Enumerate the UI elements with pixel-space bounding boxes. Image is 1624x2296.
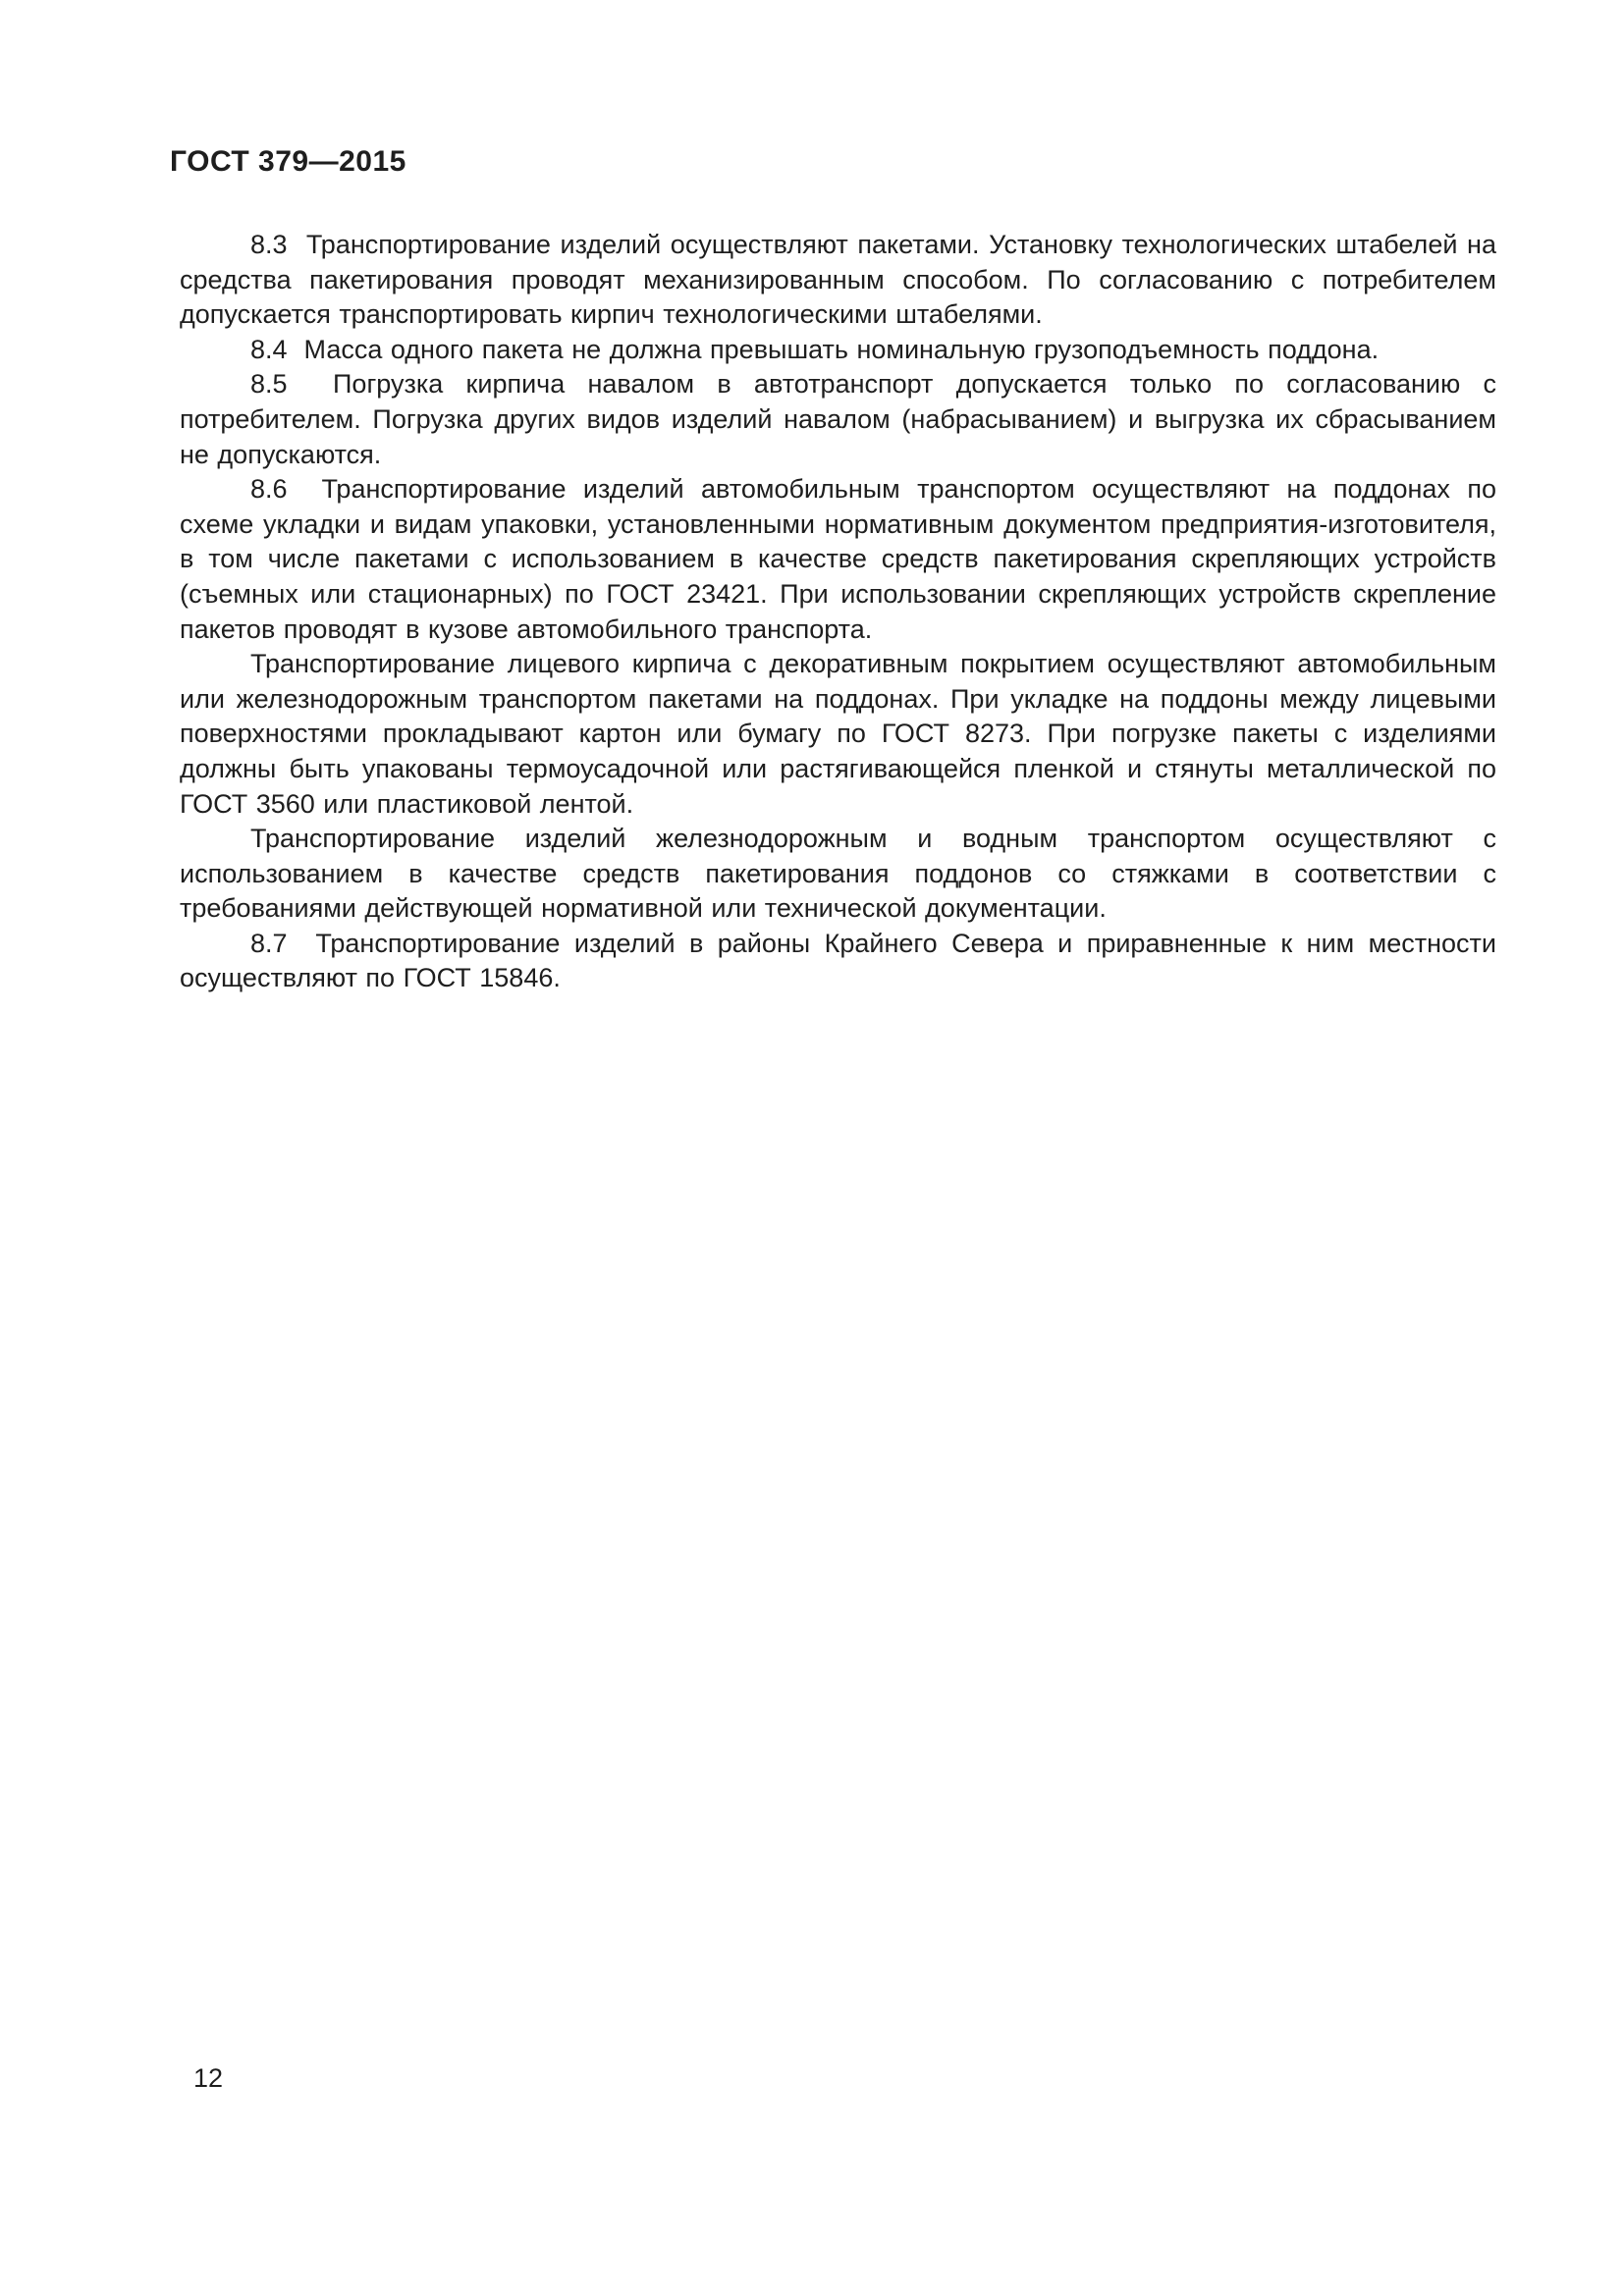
document-body [180, 228, 1496, 996]
paragraph-8-6-facing-brick: Транспортирование лицевого кирпича с декоративным покрытием осуществляют автомобильным или железнодорожным транспортом пакетами на поддонах. При укладке на поддоны между лицевыми поверхностями прокладывают картон или бумагу по ГОСТ 8273. При погрузке пакеты с изделиями должны быть упакованы термоусадочной или растягивающейся пленкой и стянуты металлической по ГОСТ 3560 или пластиковой лентой. [180, 649, 1496, 819]
document-header-standard-number: ГОСТ 379—2015 [170, 145, 406, 178]
paragraph-8-7: 8.7 Транспортирование изделий в районы Крайнего Севера и приравненные к ним местности осуществляют по ГОСТ 15846. [180, 928, 1496, 993]
paragraph-8-6-rail-water: Транспортирование изделий железнодорожным и водным транспортом осуществляют с использованием в качестве средств пакетирования поддонов со стяжками в соответствии с требованиями действующей нормативной или технической документации. [180, 824, 1496, 924]
paragraph-8-4: 8.4 Масса одного пакета не должна превышать номинальную грузоподъемность поддона. [250, 334, 1380, 364]
page-number: 12 [193, 2063, 224, 2093]
paragraph-8-6: 8.6 Транспортирование изделий автомобильным транспортом осуществляют на поддонах по схеме укладки и видам упаковки, установленными нормативным документом предприятия-изготовителя, в том числе пакетами с использованием в качестве средств пакетирования скрепляющих устройств (съемных или стационарных) по ГОСТ 23421. При использовании скрепляющих устройств скрепление пакетов проводят в кузове автомобильного транспорта. [180, 474, 1496, 644]
paragraph-8-3: 8.3 Транспортирование изделий осуществляют пакетами. Установку технологических штабелей на средства пакетирования проводят механизированным способом. По согласованию с потребителем допускается транспортировать кирпич технологическими штабелями. [180, 230, 1496, 330]
paragraph-8-5: 8.5 Погрузка кирпича навалом в автотранспорт допускается только по согласованию с потребителем. Погрузка других видов изделий навалом (набрасыванием) и выгрузка их сбрасыванием не допускаются. [180, 369, 1496, 469]
